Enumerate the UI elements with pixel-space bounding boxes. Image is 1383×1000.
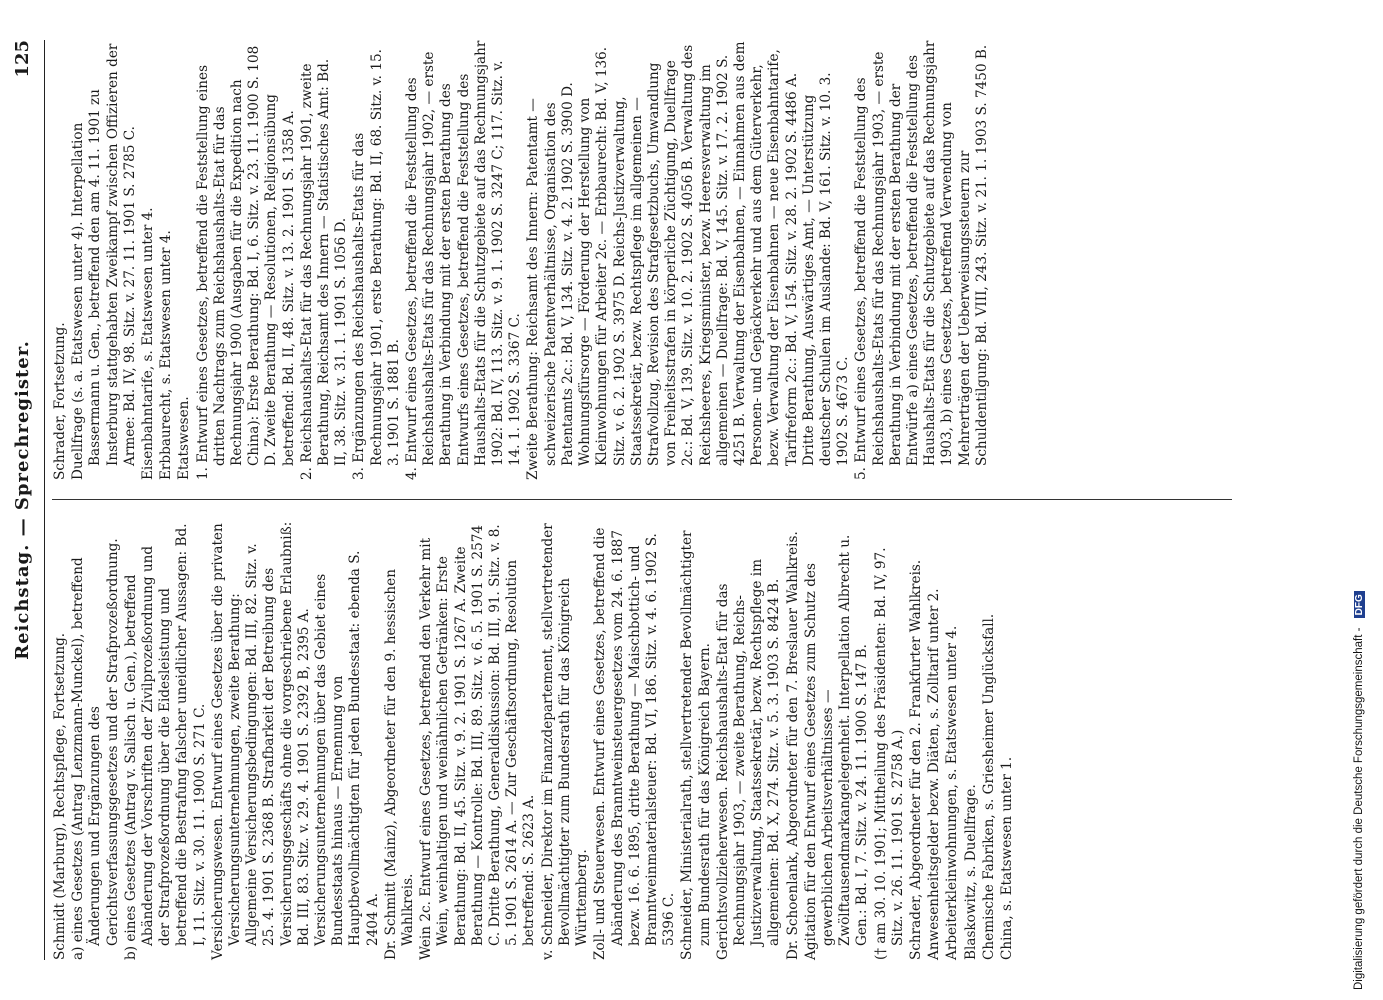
index-entry: a) eines Gesetzes (Antrag Lenzmann-Munckel), betreffend Änderungen und Ergänzungen des Gerichtsverfassungsgesetzes und der Strafprozeßordnung.	[70, 538, 121, 960]
index-entry: Dr. Schoenlank, Abgeordneter für den 7. Breslauer Wahlkreis.	[784, 531, 801, 960]
page-number: 125	[12, 40, 33, 78]
index-entry: v. Schneider, Direktor im Finanzdepartement, stellvertretender Bevollmächtigter zum Bundesrath für das Königreich Württemberg.	[539, 523, 591, 960]
index-entry: Dr. Schmitt (Mainz), Abgeordneter für den 9. hessischen Wahlkreis.	[382, 569, 417, 960]
right-column	[52, 40, 992, 480]
column-divider	[52, 499, 1232, 500]
index-entry: Anwesenheitsgelder bezw. Diäten, s. Zolltarif unter 2.	[926, 588, 943, 960]
index-entry: 2. Reichshaushalts-Etat für das Rechnungsjahr 1901, zweite Berathung, Reichsamt des Innern — Statistisches Amt: Bd. II, 38. Sitz. v. 31. 1. 1901 S. 1056 D.	[298, 58, 350, 480]
index-entry: 5. Entwurf eines Gesetzes, betreffend die Feststellung des Reichshaushalts-Etats für das Rechnungsjahr 1903, — erste Berathung in Verbindung mit der ersten Berathung der Entwürfe a) eines Gesetzes, betreffend die Feststellung des Haushalts-Etats für die Schutzgebiete auf das Rechnungsjahr 1903, b) eines Gesetzes, betreffend Verwendung von Mehrerträgen der Ueberweisungssteuern zur Schuldentilgung: Bd. VIII, 243. Sitz. v. 21. 1. 1903 S. 7450 B.	[853, 40, 990, 480]
index-entry: Blaskowitz, s. Duellfrage.	[962, 784, 979, 960]
index-entry: Schneider, Ministerialrath, stellvertretender Bevollmächtigter zum Bundesrath für das Königreich Bayern.	[679, 530, 713, 960]
index-entry: Schmidt (Marburg), Rechtspflege, Fortsetzung.	[52, 632, 68, 960]
index-entry: Wein 2c. Entwurf eines Gesetzes, betreffend den Verkehr mit Wein, weinhaltigen und weinähnlichen Getränken: Erste Berathung: Bd. II, 45. Sitz. v. 9. 2. 1901 S. 1267 A. Zweite Berathung — Kontrolle: Bd. III, 89. Sitz. v. 6. 5. 1901 S. 2574 C. Dritte Berathung, Generaldiskussion: Bd. III, 91. Sitz. v. 8. 5. 1901 S. 2614 A. — Zur Geschäftsordnung, Resolution betreffend: S. 2623 A.	[418, 524, 538, 960]
index-entry: Chemische Fabriken, s. Griesheimer Unglücksfall.	[980, 613, 997, 960]
index-entry: († am 30. 10. 1901; Mittheilung des Präsidenten: Bd. IV, 97. Sitz. v. 26. 11. 1901 S. 2758 A.)	[872, 547, 906, 960]
page-title: Reichstag. — Sprechregister.	[12, 340, 33, 660]
index-entry: Zoll- und Steuerwesen. Entwurf eines Gesetzes, betreffend die Abänderung des Branntweinsteuergesetzes vom 24. 6. 1887 bezw. 16. 6. 1895, dritte Berathung — Maischbottich- und Branntweinmaterialsteuer: Bd. VI, 186. Sitz. v. 4. 6. 1902 S. 5396 C.	[592, 527, 678, 960]
header-rule	[44, 40, 45, 960]
page-header	[8, 40, 38, 960]
index-entry: Etatswesen.	[176, 396, 193, 480]
index-entry: China, s. Etatswesen unter 1.	[998, 756, 1015, 960]
index-entry: Erbbaurecht, s. Etatswesen unter 4.	[158, 230, 175, 480]
index-entry: Eisenbahntarife, s. Etatswesen unter 4.	[140, 207, 157, 480]
index-entry: 3. Ergänzungen des Reichshaushalts-Etats für das Rechnungsjahr 1901, erste Berathung: Bd. II, 68. Sitz. v. 15. 3. 1901 S. 1881 B.	[351, 49, 402, 480]
index-entry: 4. Entwurf eines Gesetzes, betreffend die Feststellung des Reichshaushalts-Etats für das Rechnungsjahr 1902, — erste Berathung in Verbindung mit der ersten Berathung des Entwurfs eines Gesetzes, betreffend die Feststellung des Haushalts-Etats für die Schutzgebiete auf das Rechnungsjahr 1902: Bd. IV, 113. Sitz. v. 9. 1. 1902 S. 3247 C; 117. Sitz. v. 14. 1. 1902 S. 3367 C.	[404, 40, 524, 480]
index-entry: Duellfrage (s. a. Etatswesen unter 4). Interpellation Bassermann u. Gen., betreffend den am 4. 11. 1901 zu Insterburg stattgehabten Zweikampf zwischen Offizieren der Armee: Bd. IV, 98. Sitz. v. 27. 11. 1901 S. 2785 C.	[70, 43, 138, 480]
index-entry: Schrader, Fortsetzung.	[52, 322, 68, 480]
index-entry: b) eines Gesetzes (Antrag v. Salisch u. Gen.), betreffend Abänderung der Vorschriften der Zivilprozeßordnung und der Strafprozeßordnung über die Eidesleistung und betreffend die Bestrafung falscher uneidlicher Aussagen: Bd. I, 11. Sitz. v. 30. 11. 1900 S. 271 C.	[122, 523, 208, 960]
credit-text: Digitalisierung gefördert durch die Deutsche Forschungsgemeinschaft -	[1353, 627, 1365, 990]
index-entry: Zweite Berathung: Reichsamt des Innern: Patentamt — schweizerische Patentverhältnisse, Organisation des Patentamts 2c.: Bd. V, 134. Sitz. v. 4. 2. 1902 S. 3900 D. Wohnungsfürsorge — Förderung der Herstellung von Kleinwohnungen für Arbeiter 2c. — Erbbaurecht: Bd. V, 136. Sitz. v. 6. 2. 1902 S. 3975 D. Reichs-Justizverwaltung, Staatssekretär, bezw. Rechtspflege im allgemeinen — Strafvollzug, Revision des Strafgesetzbuchs, Umwandlung von Freiheitsstrafen in körperliche Züchtigung, Duellfrage 2c.: Bd. V, 139. Sitz. v. 10. 2. 1902 S. 4056 B. Verwaltung des Reichsheeres, Kriegsminister, bezw. Heeresverwaltung im allgemeinen — Duellfrage: Bd. V, 145. Sitz. v. 17. 2. 1902 S. 4251 B. Verwaltung der Eisenbahnen, — Einnahmen aus dem Personen- und Gepäckverkehr und aus dem Güterverkehr, bezw. Verwaltung der Eisenbahnen — neue Eisenbahntarife, Tarifreform 2c.: Bd. V, 154. Sitz. v. 28. 2. 1902 S. 4486 A. Dritte Berathung, Auswärtiges Amt, — Unterstützung deutscher Schulen im Auslande: Bd. V, 161. Sitz. v. 10. 3. 1902 S. 4673 C.	[525, 41, 852, 480]
index-entry: Schrader, Abgeordneter für den 2. Frankfurter Wahlkreis.	[907, 559, 924, 960]
index-entry: Gerichtsvollzieherwesen. Reichshaushalts-Etat für das Rechnungsjahr 1903, — zweite Berathung, Reichs-Justizverwaltung, Staatssekretär, bezw. Rechtspflege im allgemeinen: Bd. X, 274. Sitz. v. 5. 3. 1903 S. 8424 B.	[714, 559, 783, 960]
dfg-logo: DFG	[1354, 591, 1365, 618]
left-column	[52, 520, 1017, 960]
index-entry: Versicherungswesen. Entwurf eines Gesetzes über die privaten Versicherungsunternehmungen, zweite Berathung: Allgemeine Versicherungsbedingungen: Bd. III, 82. Sitz. v. 25. 4. 1901 S. 2368 B. Strafbarkeit der Betreibung des Versicherungsgeschäfts ohne die vorgeschriebene Erlaubniß: Bd. III, 83. Sitz. v. 29. 4. 1901 S. 2392 B, 2395 A. Versicherungsunternehmungen über das Gebiet eines Bundesstaats hinaus — Ernennung von Hauptbevollmächtigten für jeden Bundesstaat: ebenda S. 2404 A.	[209, 521, 381, 960]
index-entry: Agitation für den Entwurf eines Gesetzes zum Schutz des gewerblichen Arbeitsverhältnisses — Zwölftausendmarkangelegenheit. Interpellation Albrecht u. Gen.: Bd. I, 7. Sitz. v. 24. 11. 1900 S. 147 B.	[802, 534, 871, 960]
index-entry: 1. Entwurf eines Gesetzes, betreffend die Feststellung eines dritten Nachtrags zum Reichshaushalts-Etat für das Rechnungsjahr 1900 (Ausgaben für die Expedition nach China): Erste Berathung: Bd. I, 6. Sitz. v. 23. 11. 1900 S. 108 D. Zweite Berathung — Resolutionen, Religionsübung betreffend: Bd. II, 48. Sitz. v. 13. 2. 1901 S. 1358 A.	[194, 45, 297, 480]
digitization-credit	[1353, 30, 1373, 990]
index-entry: Arbeiterkleinwohnungen, s. Etatswesen unter 4.	[944, 625, 961, 960]
